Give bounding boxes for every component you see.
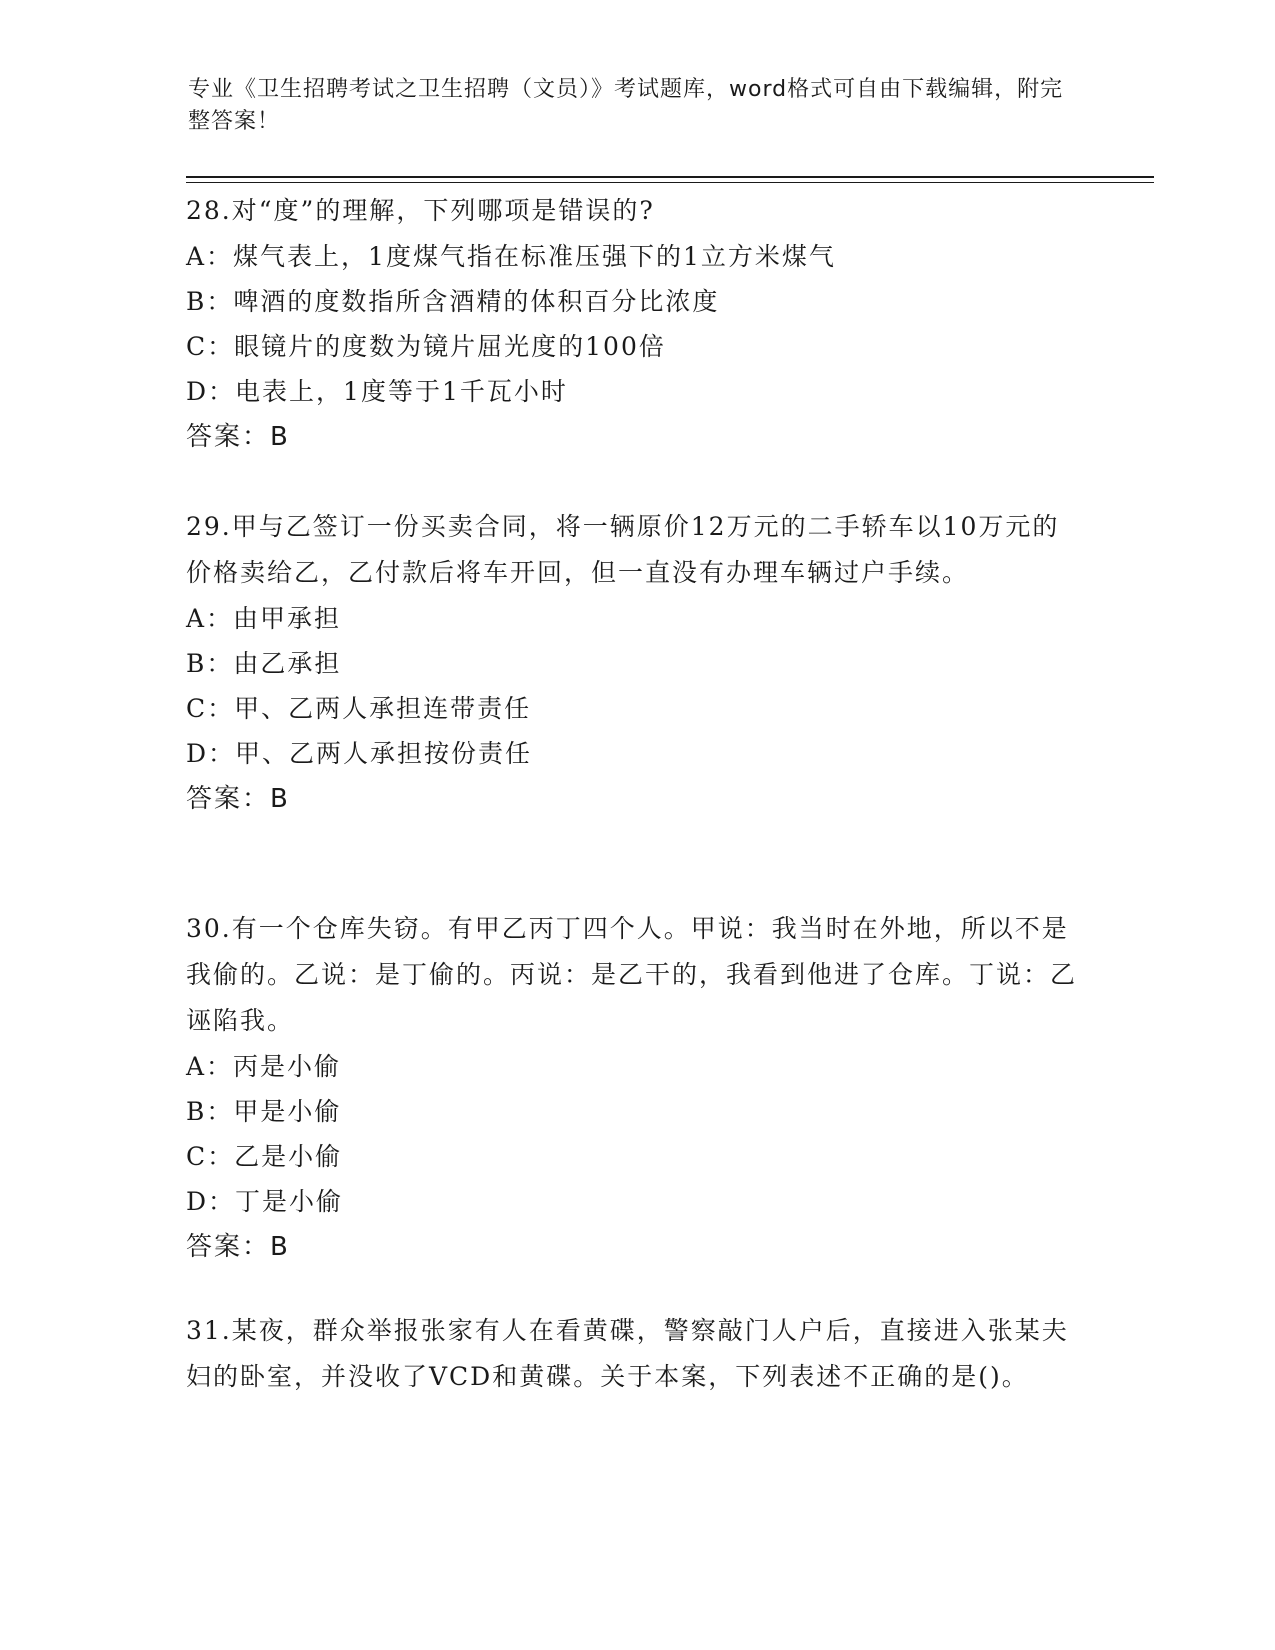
option-b: B：啤酒的度数指所含酒精的体积百分比浓度 — [186, 287, 720, 316]
question-stem: 30.有一个仓库失窃。有甲乙丙丁四个人。甲说：我当时在外地，所以不是我偷的。乙说：是丁偷的。丙说：是乙干的，我看到他进了仓库。丁说：乙诬陷我。 — [186, 914, 1078, 1035]
header-text: 专业《卫生招聘考试之卫生招聘（文员）》考试题库，word格式可自由下载编辑，附完整答案！ — [188, 77, 1064, 134]
option-d: D：电表上，1度等于1千瓦小时 — [186, 377, 568, 406]
option-c: C：甲、乙两人承担连带责任 — [186, 694, 532, 723]
option-b: B：由乙承担 — [186, 649, 342, 678]
option-b: B：甲是小偷 — [186, 1097, 342, 1126]
header-divider-thin — [186, 182, 1154, 183]
option-a: A：由甲承担 — [186, 604, 342, 633]
question-stem: 28.对“度”的理解，下列哪项是错误的? — [186, 196, 655, 225]
answer: 答案：B — [186, 1232, 290, 1262]
header-divider-thick — [186, 176, 1154, 178]
option-c: C：眼镜片的度数为镜片屈光度的100倍 — [186, 332, 666, 361]
option-d: D：丁是小偷 — [186, 1187, 344, 1216]
question-stem: 31.某夜，群众举报张家有人在看黄碟，警察敲门人户后，直接进入张某夫妇的卧室，并没收了VCD和黄碟。关于本案，下列表述不正确的是()。 — [186, 1316, 1069, 1391]
answer: 答案：B — [186, 422, 290, 452]
question-28 — [186, 188, 1086, 460]
option-a: A：煤气表上，1度煤气指在标准压强下的1立方米煤气 — [186, 242, 836, 271]
question-stem: 29.甲与乙签订一份买卖合同，将一辆原价12万元的二手轿车以10万元的价格卖给乙，乙付款后将车开回，但一直没有办理车辆过户手续。 — [186, 512, 1060, 587]
option-d: D：甲、乙两人承担按份责任 — [186, 739, 533, 768]
option-c: C：乙是小偷 — [186, 1142, 343, 1171]
option-a: A：丙是小偷 — [186, 1052, 342, 1081]
question-29 — [186, 504, 1086, 822]
answer: 答案：B — [186, 784, 290, 814]
question-30 — [186, 906, 1086, 1270]
question-31 — [186, 1308, 1086, 1400]
